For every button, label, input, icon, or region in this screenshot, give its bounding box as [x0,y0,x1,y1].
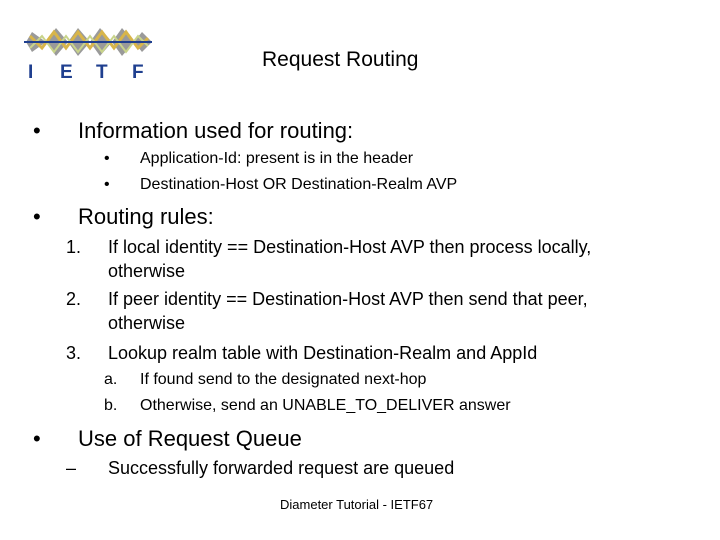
logo-letter-e: E [60,62,73,83]
bullet-marker: • [33,204,41,229]
slide-title: Request Routing [262,48,419,71]
subrule-b: Otherwise, send an UNABLE_TO_DELIVER answer [140,397,511,414]
logo-letter-t: T [96,62,108,83]
rule-1-line-1: If local identity == Destination-Host AVP then process locally, [108,237,592,257]
bullet-information: Information used for routing: [78,118,354,143]
bullet-marker: • [33,426,41,451]
logo-letter-i: I [28,62,34,83]
rule-2-line-1: If peer identity == Destination-Host AVP then send that peer, [108,289,588,309]
sub-bullet-marker: • [104,150,110,167]
subrule-marker: a. [104,371,118,388]
rule-2-line-2: otherwise [108,313,186,333]
sub-bullet-forwarded: Successfully forwarded request are queued [108,458,455,478]
rule-marker: 1. [66,237,82,257]
rule-1-line-2: otherwise [108,261,186,281]
ietf-logo [22,18,154,84]
bullet-routing-rules: Routing rules: [78,204,214,229]
dash-marker: – [66,458,77,478]
slide-footer: Diameter Tutorial - IETF67 [280,497,434,512]
logo-pattern [24,28,152,56]
bullet-marker: • [33,118,41,143]
sub-bullet-marker: • [104,176,110,193]
subrule-a: If found send to the designated next-hop [140,371,427,388]
bullet-request-queue: Use of Request Queue [78,426,302,451]
subrule-marker: b. [104,397,118,414]
sub-bullet-application-id: Application-Id: present is in the header [140,150,414,167]
rule-marker: 2. [66,289,82,309]
sub-bullet-destination: Destination-Host OR Destination-Realm AVP [140,176,458,193]
rule-3-line-1: Lookup realm table with Destination-Realm and AppId [108,343,538,363]
rule-marker: 3. [66,343,82,363]
logo-letter-f: F [132,62,144,83]
